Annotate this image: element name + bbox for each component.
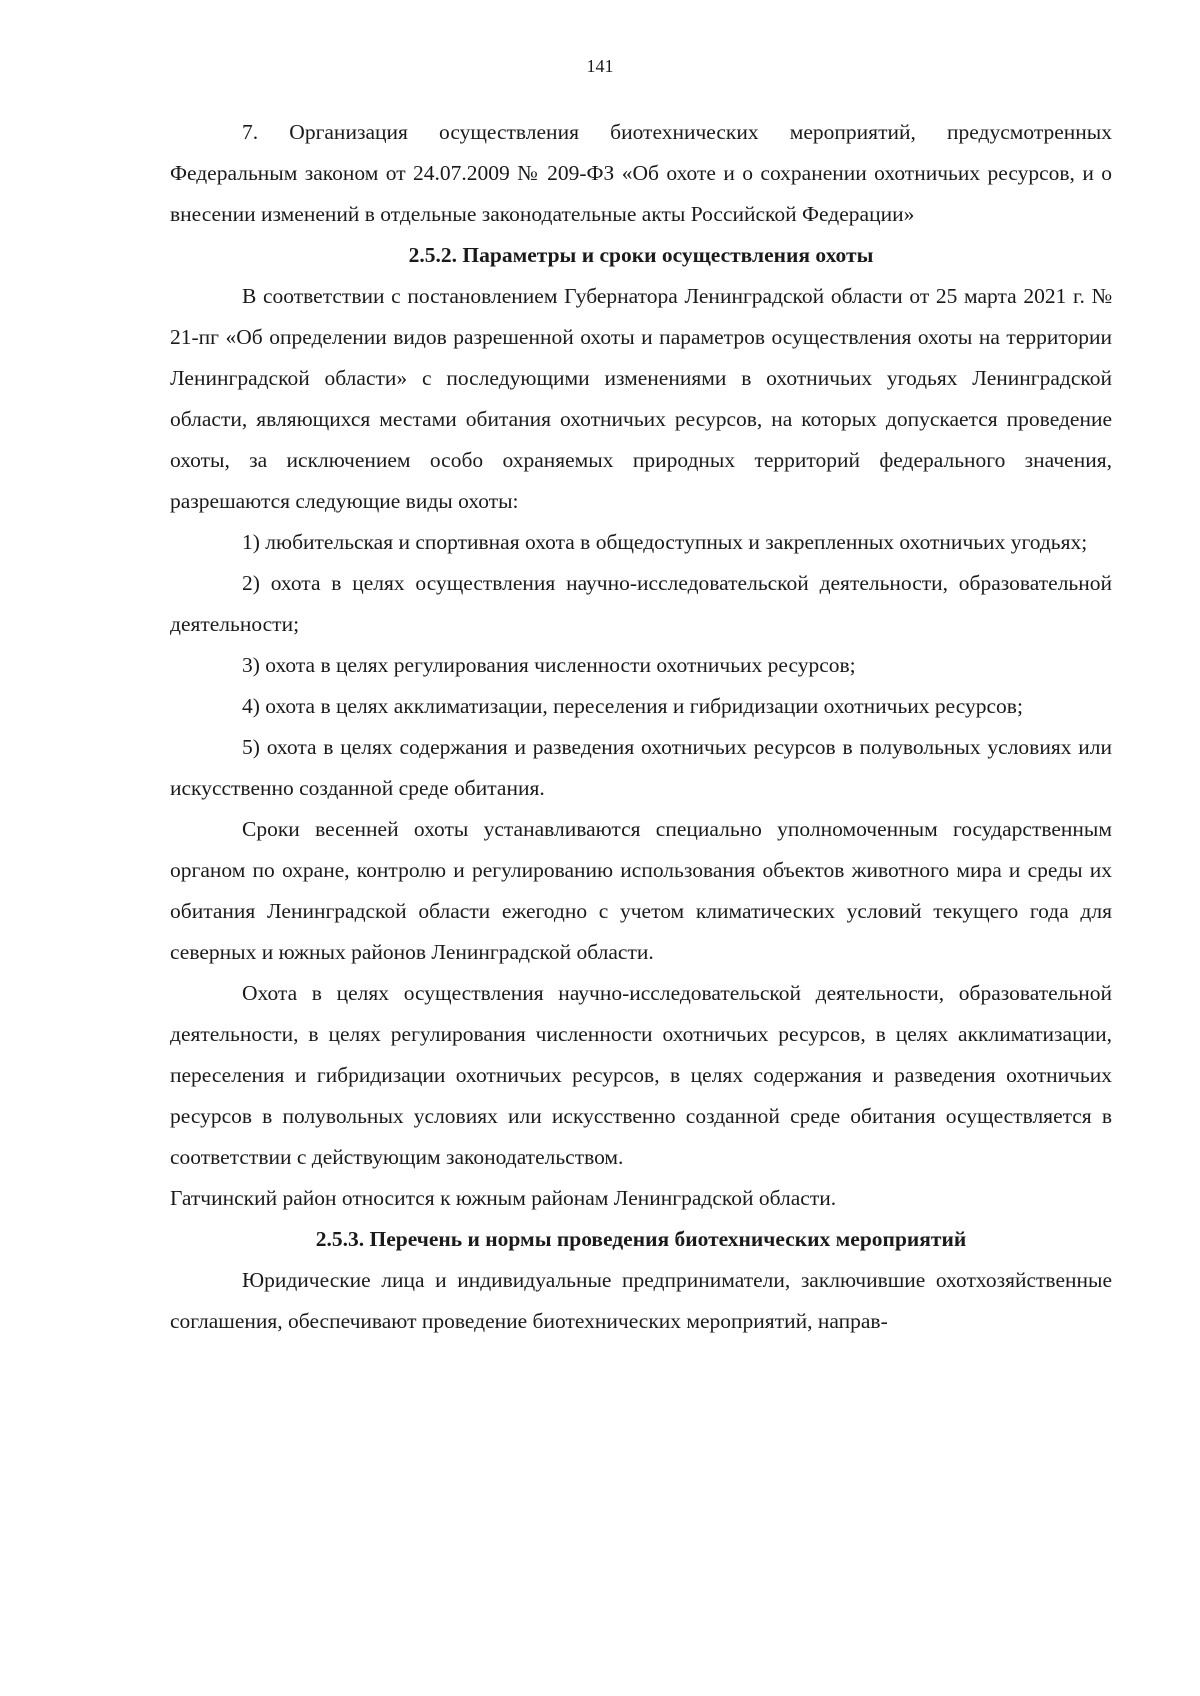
paragraph-legal-entities: Юридические лица и индивидуальные предприниматели, заключившие охотхозяйственные соглашения, обеспечивают проведение биотехнических мероприятий, направ-	[170, 1268, 1112, 1333]
list-item-1: 1) любительская и спортивная охота в общедоступных и закрепленных охотничьих угодьях;	[242, 530, 1088, 554]
page-number: 141	[586, 56, 614, 76]
list-item-5: 5) охота в целях содержания и разведения охотничьих ресурсов в полувольных условиях или искусственно созданной среде обитания.	[170, 735, 1112, 800]
paragraph-gatchina: Гатчинский район относится к южным районам Ленинградской области.	[170, 1186, 837, 1210]
paragraph-research-hunting: Охота в целях осуществления научно-исследовательской деятельности, образовательной деятельности, в целях регулирования численности охотничьих ресурсов, в целях акклиматизации, переселения и гибридизации охотничьих ресурсов, в целях содержания и разведения охотничьих ресурсов в полувольных условиях или искусственно созданной среде обитания осуществляется в соответствии с действующим законодательством.	[170, 981, 1112, 1169]
paragraph-biotech-item-7: 7. Организация осуществления биотехнических мероприятий, предусмотренных Федеральным законом от 24.07.2009 № 209-ФЗ «Об охоте и о сохранении охотничьих ресурсов, и о внесении изменений в отдельные законодательные акты Российской Федерации»	[170, 120, 1112, 226]
paragraph-governor-decree: В соответствии с постановлением Губернатора Ленинградской области от 25 марта 2021 г. № 21-пг «Об определении видов разрешенной охоты и параметров осуществления охоты на территории Ленинградской области» с последующими изменениями в охотничьих угодьях Ленинградской области, являющихся местами обитания охотничьих ресурсов, на которых допускается проведение охоты, за исключением особо охраняемых природных территорий федерального значения, разрешаются следующие виды охоты:	[170, 284, 1112, 513]
section-heading-2-5-3: 2.5.3. Перечень и нормы проведения биотехнических мероприятий	[315, 1227, 967, 1251]
list-item-4: 4) охота в целях акклиматизации, переселения и гибридизации охотничьих ресурсов;	[242, 694, 1023, 718]
list-item-3: 3) охота в целях регулирования численности охотничьих ресурсов;	[242, 653, 856, 677]
list-item-2: 2) охота в целях осуществления научно-исследовательской деятельности, образовательной деятельности;	[170, 571, 1112, 636]
section-heading-2-5-2: 2.5.2. Параметры и сроки осуществления охоты	[408, 243, 874, 267]
paragraph-spring-hunting: Сроки весенней охоты устанавливаются специально уполномоченным государственным органом по охране, контролю и регулированию использования объектов животного мира и среды их обитания Ленинградской области ежегодно с учетом климатических условий текущего года для северных и южных районов Ленинградской области.	[170, 817, 1112, 964]
document-body	[170, 112, 1112, 1342]
